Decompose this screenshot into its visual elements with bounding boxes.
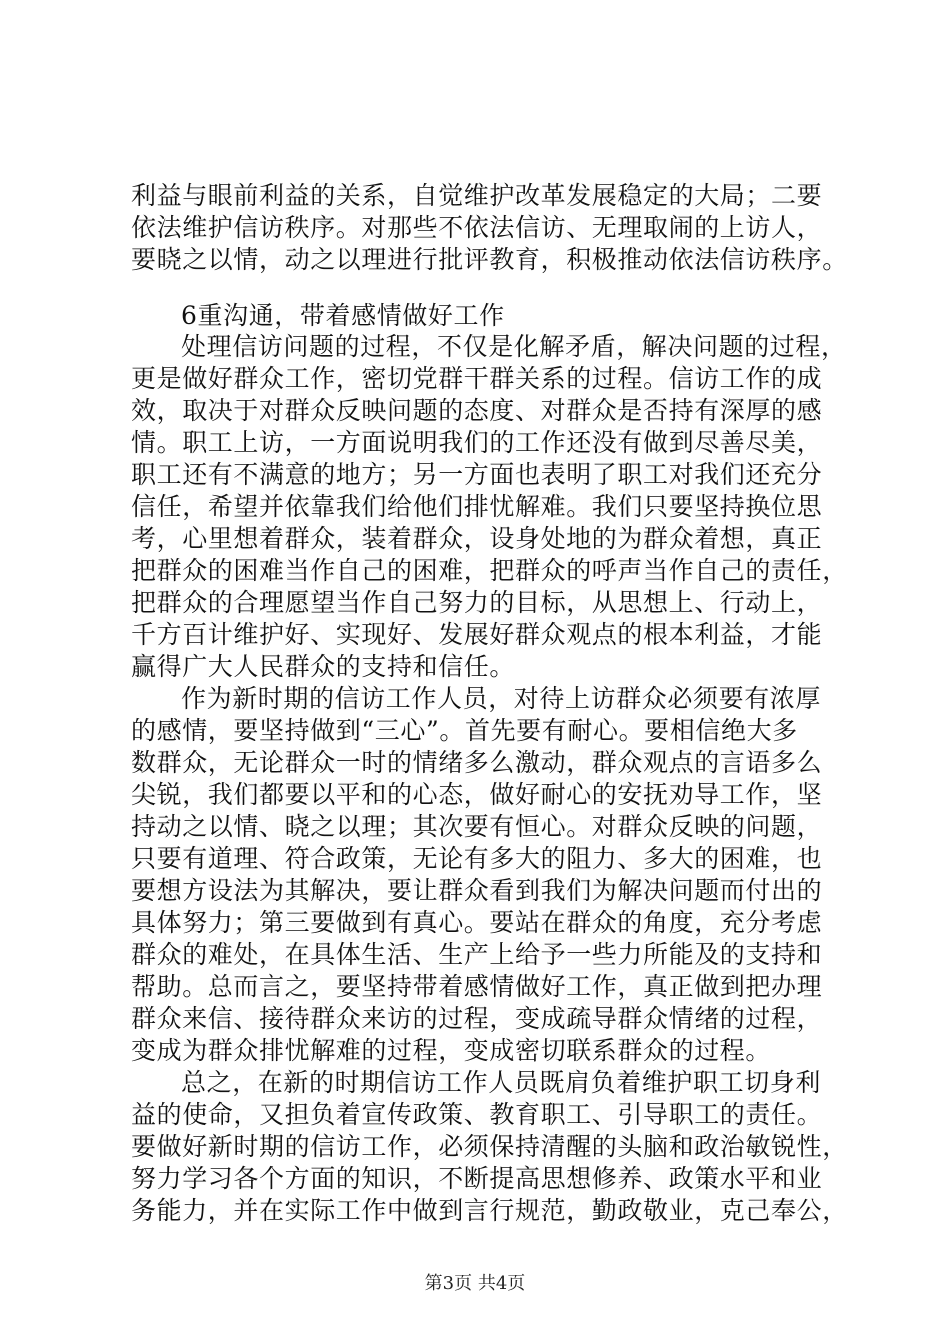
text-line: 更是做好群众工作，密切党群干群关系的过程。信访工作的成 bbox=[131, 364, 823, 393]
text-line: 赢得广大人民群众的支持和信任。 bbox=[131, 652, 516, 681]
text-line: 持动之以情、晓之以理；其次要有恒心。对群众反映的问题， bbox=[131, 812, 823, 841]
text-line: 只要有道理、符合政策，无论有多大的阻力、多大的困难，也 bbox=[131, 844, 823, 873]
text-line: 情。职工上访，一方面说明我们的工作还没有做到尽善尽美， bbox=[131, 428, 823, 457]
text-line: 帮助。总而言之，要坚持带着感情做好工作，真正做到把办理 bbox=[131, 972, 823, 1001]
text-line: 的感情，要坚持做到“三心”。首先要有耐心。要相信绝大多 bbox=[131, 716, 798, 745]
section-heading: 6重沟通，带着感情做好工作 bbox=[181, 301, 505, 330]
text-line: 信任，希望并依靠我们给他们排忧解难。我们只要坚持换位思 bbox=[131, 492, 823, 521]
text-line: 努力学习各个方面的知识，不断提高思想修养、政策水平和业 bbox=[131, 1164, 823, 1193]
text-line: 要晓之以情，动之以理进行批评教育，积极推动依法信访秩序。 bbox=[131, 245, 848, 274]
text-line: 依法维护信访秩序。对那些不依法信访、无理取闹的上访人， bbox=[131, 213, 823, 242]
text-line: 总之，在新的时期信访工作人员既肩负着维护职工切身利 bbox=[181, 1068, 822, 1097]
text-line: 把群众的合理愿望当作自己努力的目标，从思想上、行动上， bbox=[131, 588, 823, 617]
text-line: 益的使命，又担负着宣传政策、教育职工、引导职工的责任。 bbox=[131, 1100, 823, 1129]
text-line: 考，心里想着群众，装着群众，设身处地的为群众着想，真正 bbox=[131, 524, 823, 553]
text-line: 利益与眼前利益的关系，自觉维护改革发展稳定的大局；二要 bbox=[131, 181, 823, 210]
text-line: 变成为群众排忧解难的过程，变成密切联系群众的过程。 bbox=[131, 1036, 772, 1065]
text-line: 作为新时期的信访工作人员，对待上访群众必须要有浓厚 bbox=[181, 684, 822, 713]
text-line: 要想方设法为其解决，要让群众看到我们为解决问题而付出的 bbox=[131, 876, 823, 905]
text-line: 效，取决于对群众反映问题的态度、对群众是否持有深厚的感 bbox=[131, 396, 823, 425]
text-line: 群众来信、接待群众来访的过程，变成疏导群众情绪的过程， bbox=[131, 1004, 823, 1033]
text-line: 要做好新时期的信访工作，必须保持清醒的头脑和政治敏锐性， bbox=[131, 1132, 848, 1161]
text-line: 职工还有不满意的地方；另一方面也表明了职工对我们还充分 bbox=[131, 460, 823, 489]
page-number: 第3页 共4页 bbox=[424, 1273, 526, 1294]
text-line: 处理信访问题的过程，不仅是化解矛盾，解决问题的过程， bbox=[181, 332, 847, 361]
text-line: 尖锐，我们都要以平和的心态，做好耐心的安抚劝导工作，坚 bbox=[131, 780, 823, 809]
text-line: 数群众，无论群众一时的情绪多么激动，群众观点的言语多么 bbox=[131, 748, 823, 777]
text-line: 千方百计维护好、实现好、发展好群众观点的根本利益，才能 bbox=[131, 620, 823, 649]
text-line: 务能力，并在实际工作中做到言行规范，勤政敬业，克己奉公， bbox=[131, 1196, 848, 1225]
text-line: 具体努力；第三要做到有真心。要站在群众的角度，充分考虑 bbox=[131, 908, 823, 937]
text-line: 群众的难处，在具体生活、生产上给予一些力所能及的支持和 bbox=[131, 940, 823, 969]
text-line: 把群众的困难当作自己的困难，把群众的呼声当作自己的责任， bbox=[131, 556, 848, 585]
